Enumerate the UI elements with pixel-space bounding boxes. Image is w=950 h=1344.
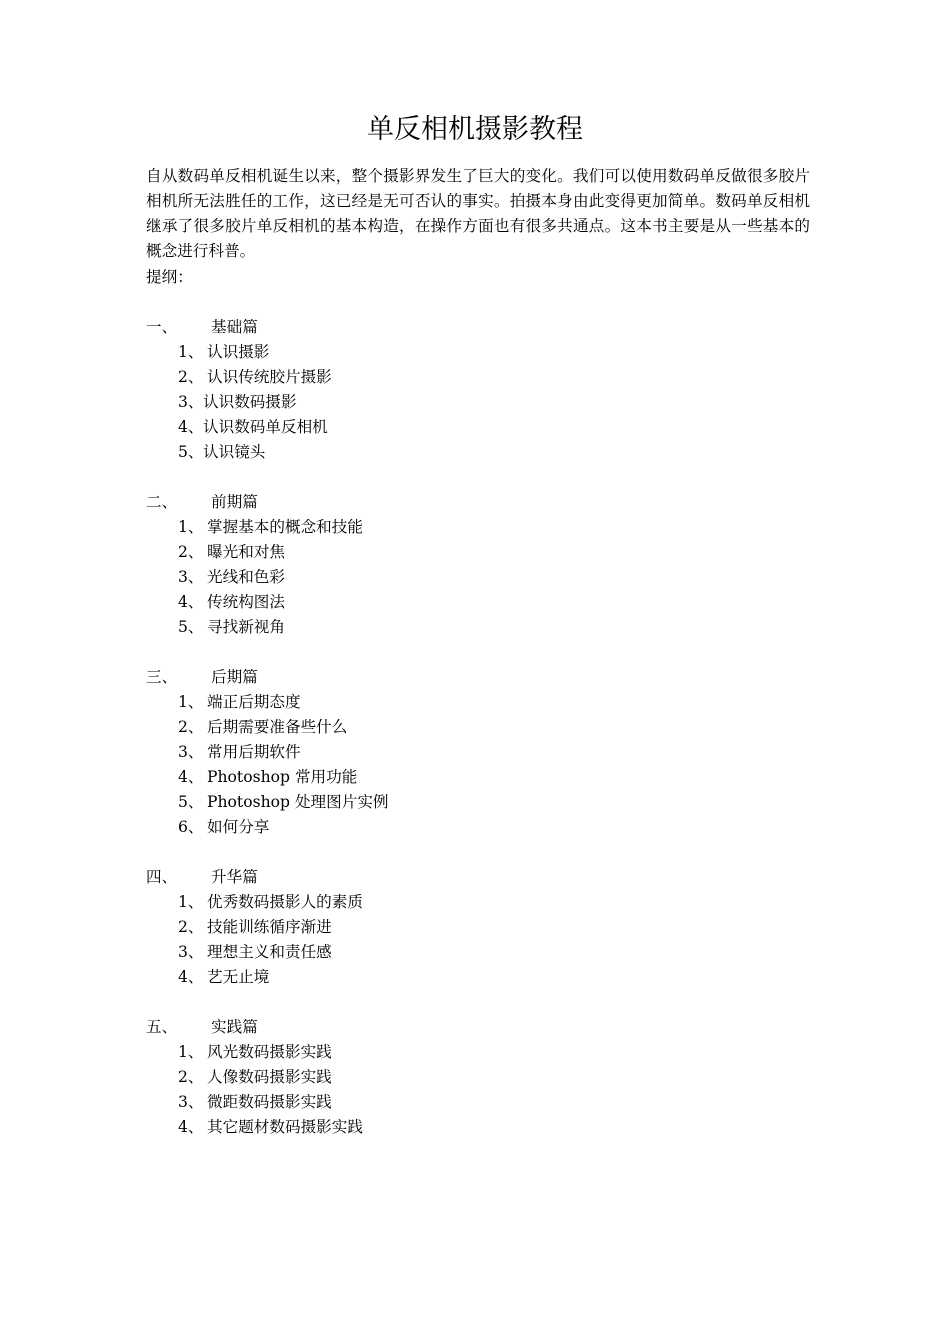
outline-item [146,765,810,790]
outline-item [146,740,810,765]
outline-item [146,615,810,640]
section-number: 一、 [146,318,178,336]
outline-item [146,1040,810,1065]
item-text: 人像数码摄影实践 [207,1068,332,1086]
item-text: 认识数码摄影 [203,393,297,411]
outline-item [146,390,810,415]
outline-item [146,965,810,990]
item-number: 2、 [178,543,204,561]
item-text: 优秀数码摄影人的素质 [207,893,363,911]
outline-item [146,565,810,590]
item-text: 端正后期态度 [207,693,301,711]
item-number: 1、 [178,518,204,536]
item-text: 后期需要准备些什么 [207,718,348,736]
item-number: 4、 [178,968,204,986]
outline-item [146,1090,810,1115]
item-number: 5、 [178,793,204,811]
item-number: 3、 [178,743,204,761]
item-number: 4、 [178,418,204,436]
outline-item [146,340,810,365]
section-number: 五、 [146,1018,178,1036]
item-text: 认识数码单反相机 [203,418,328,436]
item-text: Photoshop 常用功能 [207,768,358,786]
item-number: 6、 [178,818,204,836]
section-title: 前期篇 [211,493,258,511]
section-number: 二、 [146,493,178,511]
section-heading [146,865,810,890]
outline-section [146,315,810,465]
section-heading [146,490,810,515]
outline-item [146,1065,810,1090]
outline-item [146,1115,810,1140]
section-title: 基础篇 [211,318,258,336]
item-text: 风光数码摄影实践 [207,1043,332,1061]
section-number: 四、 [146,868,178,886]
item-text: 其它题材数码摄影实践 [207,1118,363,1136]
item-number: 2、 [178,718,204,736]
outline-item [146,415,810,440]
item-number: 3、 [178,568,204,586]
outline-list [146,315,810,1165]
item-text: 微距数码摄影实践 [207,1093,332,1111]
item-text: Photoshop 处理图片实例 [207,793,389,811]
item-text: 光线和色彩 [207,568,285,586]
item-number: 4、 [178,593,204,611]
outline-label: 提纲： [146,268,193,286]
outline-item [146,790,810,815]
item-text: 寻找新视角 [207,618,285,636]
section-title: 后期篇 [211,668,258,686]
item-text: 掌握基本的概念和技能 [207,518,363,536]
page-title: 单反相机摄影教程 [367,114,583,145]
item-number: 1、 [178,343,204,361]
item-text: 如何分享 [207,818,270,836]
section-title: 升华篇 [211,868,258,886]
outline-section [146,490,810,640]
section-title: 实践篇 [211,1018,258,1036]
item-text: 技能训练循序渐进 [207,918,332,936]
outline-item [146,915,810,940]
section-heading [146,665,810,690]
outline-item [146,890,810,915]
outline-item [146,690,810,715]
item-number: 4、 [178,768,204,786]
item-text: 认识镜头 [203,443,266,461]
intro-paragraph: 自从数码单反相机诞生以来，整个摄影界发生了巨大的变化。我们可以使用数码单反做很多胶片相机所无法胜任的工作，这已经是无可否认的事实。拍摄本身由此变得更加简单。数码单反相机继承了很多胶片单反相机的基本构造，在操作方面也有很多共通点。这本书主要是从一些基本的概念进行科普。 [146,167,810,260]
item-number: 1、 [178,893,204,911]
outline-item [146,365,810,390]
item-number: 1、 [178,693,204,711]
item-number: 5、 [178,618,204,636]
item-text: 常用后期软件 [207,743,301,761]
outline-item [146,815,810,840]
outline-item [146,940,810,965]
outline-item [146,515,810,540]
item-number: 2、 [178,368,204,386]
item-text: 认识摄影 [207,343,270,361]
outline-item [146,590,810,615]
item-text: 认识传统胶片摄影 [207,368,332,386]
item-number: 2、 [178,1068,204,1086]
item-text: 艺无止境 [207,968,270,986]
item-number: 4、 [178,1118,204,1136]
section-heading [146,315,810,340]
outline-section [146,865,810,990]
outline-section [146,1015,810,1140]
outline-item [146,540,810,565]
item-number: 1、 [178,1043,204,1061]
item-text: 理想主义和责任感 [207,943,332,961]
section-number: 三、 [146,668,178,686]
outline-item [146,715,810,740]
outline-item [146,440,810,465]
item-number: 3、 [178,943,204,961]
item-text: 曝光和对焦 [207,543,285,561]
item-number: 5、 [178,443,204,461]
item-number: 3、 [178,1093,204,1111]
item-number: 3、 [178,393,204,411]
section-heading [146,1015,810,1040]
item-number: 2、 [178,918,204,936]
outline-section [146,665,810,840]
item-text: 传统构图法 [207,593,285,611]
